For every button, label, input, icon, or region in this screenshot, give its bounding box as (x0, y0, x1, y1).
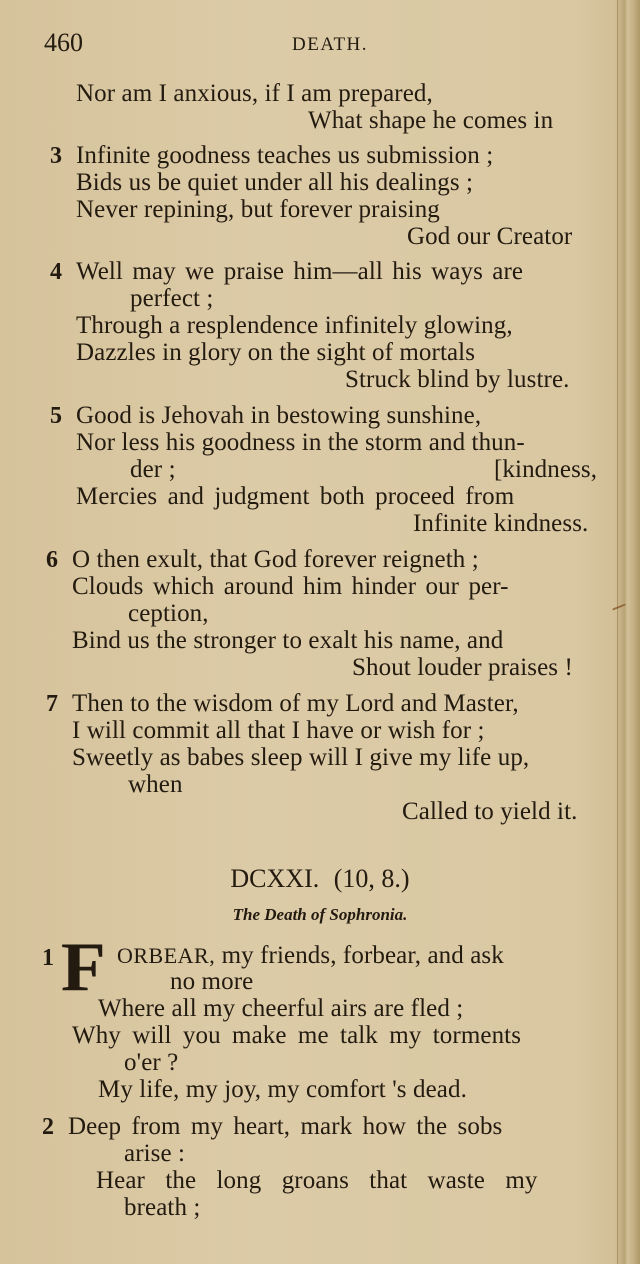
verse-line: Well may we praise him—all his ways are (76, 258, 524, 285)
first-word: ORBEAR, (117, 943, 216, 968)
drop-cap: F (60, 929, 106, 1006)
stanza-number: 1 (42, 945, 54, 971)
verse-line: arise : (124, 1140, 186, 1167)
verse-line: O then exult, that God forever reigneth ; (72, 546, 479, 573)
hymn-title: The Death of Sophronia. (232, 905, 408, 924)
verse-line: ception, (128, 600, 209, 627)
verse-line: What shape he comes in (308, 107, 554, 134)
stanza-number: 2 (42, 1114, 54, 1140)
verse-line: perfect ; (130, 285, 214, 312)
verse-line: Bind us the stronger to exalt his name, and (72, 627, 504, 654)
hymn-number: DCXXI. (230, 864, 320, 893)
verse-line: My life, my joy, my comfort 's dead. (98, 1076, 467, 1103)
verse-line: no more (170, 968, 254, 995)
stanza-number: 5 (50, 403, 62, 429)
verse-line: Struck blind by lustre. (345, 366, 570, 393)
verse-line (117, 942, 504, 970)
verse-line: Where all my cheerful airs are fled ; (98, 995, 464, 1022)
verse-line: der ; (130, 456, 176, 483)
verse-line: Then to the wisdom of my Lord and Master, (72, 690, 519, 717)
verse-line: Infinite goodness teaches us submission ; (76, 142, 494, 169)
verse-line: Infinite kindness. (413, 510, 589, 537)
verse-line: Mercies and judgment both proceed from (76, 483, 515, 510)
verse-line: Deep from my heart, mark how the sobs (68, 1113, 503, 1140)
hymn-meter: (10, 8.) (333, 864, 410, 893)
verse-line: Nor am I anxious, if I am prepared, (76, 80, 433, 107)
verse-line: o'er ? (124, 1049, 179, 1076)
verse-line: Good is Jehovah in bestowing sunshine, (76, 402, 482, 429)
section-title: DEATH. (292, 34, 369, 55)
verse-line: Through a resplendence infinitely glowing, (76, 312, 513, 339)
verse-line: I will commit all that I have or wish for ; (72, 717, 485, 744)
verse-line: Shout louder praises ! (352, 654, 573, 681)
verse-line: Never repining, but forever praising (76, 196, 440, 223)
verse-line: [kindness, (494, 456, 598, 483)
verse-line: breath ; (124, 1194, 201, 1221)
verse-line: Clouds which around him hinder our per- (72, 573, 509, 600)
verse-line: Called to yield it. (402, 798, 578, 825)
verse-line: Hear the long groans that waste my (96, 1167, 538, 1194)
verse-text: my friends, forbear, and ask (215, 942, 504, 969)
hymn-heading (0, 864, 640, 894)
verse-line: Why will you make me talk my torments (72, 1022, 522, 1049)
verse-line: Bids us be quiet under all his dealings ; (76, 169, 474, 196)
page-number: 460 (44, 28, 83, 57)
stanza-number: 7 (46, 691, 58, 717)
verse-line: Dazzles in glory on the sight of mortals (76, 339, 476, 366)
stanza-number: 6 (46, 547, 58, 573)
stanza-number: 4 (50, 259, 62, 285)
verse-line: when (128, 771, 183, 798)
verse-line: Sweetly as babes sleep will I give my life up, (72, 744, 530, 771)
verse-line: Nor less his goodness in the storm and thun- (76, 429, 525, 456)
stanza-number: 3 (50, 143, 62, 169)
page-gutter (617, 0, 640, 1264)
verse-line: God our Creator (407, 223, 573, 250)
